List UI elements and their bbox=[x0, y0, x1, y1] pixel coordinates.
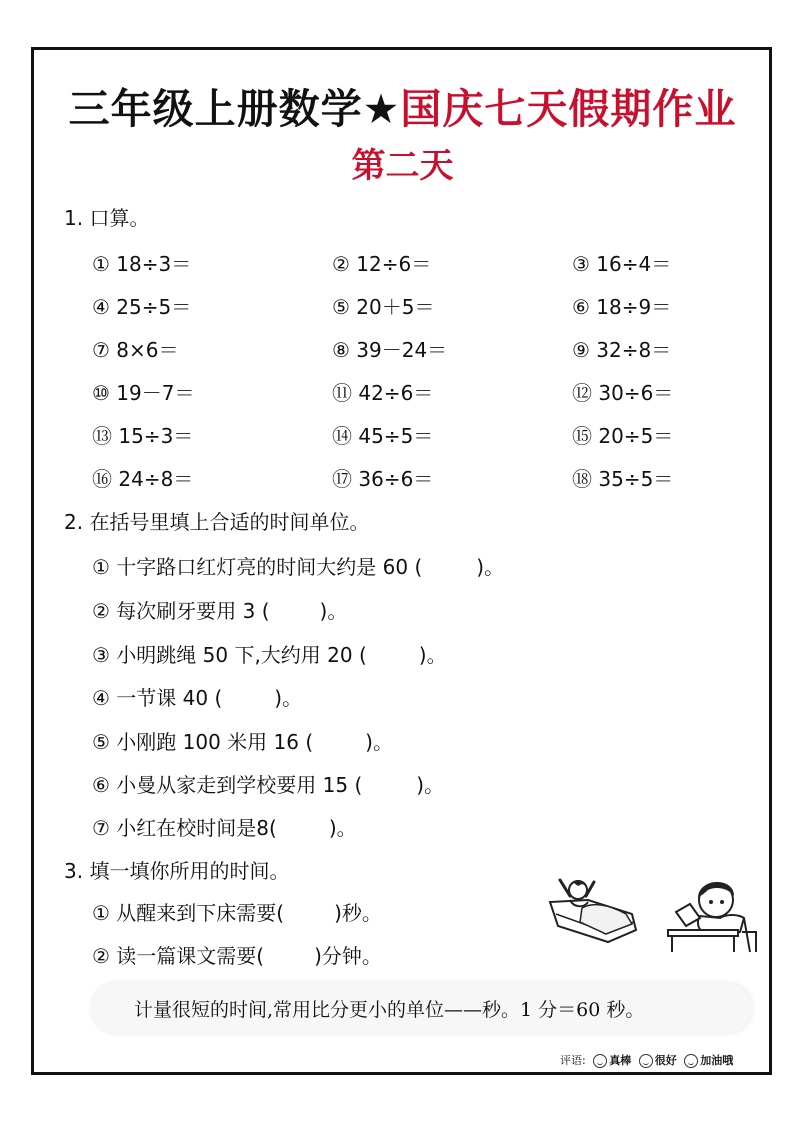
fill-item-text: ② 每次刷牙要用 3 ( bbox=[92, 599, 270, 623]
fill-item-text: )。 bbox=[365, 730, 393, 754]
waking-child-illustration bbox=[548, 874, 640, 944]
rating-option[interactable] bbox=[593, 1054, 631, 1067]
fill-item-text: )。 bbox=[328, 816, 357, 840]
math-problem: ⑤ 20＋5＝ bbox=[332, 295, 435, 319]
rating-option-label: 加油哦 bbox=[700, 1054, 734, 1067]
fill-item-text: ⑤ 小刚跑 100 米用 16 ( bbox=[92, 730, 314, 754]
fill-item-text: ③ 小明跳绳 50 下,大约用 20 ( bbox=[92, 643, 367, 667]
fill-item bbox=[92, 684, 302, 712]
math-problem: ⑱ 35÷5＝ bbox=[572, 467, 674, 491]
math-problem: ③ 16÷4＝ bbox=[572, 252, 672, 276]
math-problem: ① 18÷3＝ bbox=[92, 252, 192, 276]
fill-item-text: ④ 一节课 40 ( bbox=[92, 686, 223, 710]
fill-item-text: ① 十字路口红灯亮的时间大约是 60 ( bbox=[92, 555, 423, 579]
page-title bbox=[0, 76, 805, 135]
math-problem: ⑮ 20÷5＝ bbox=[572, 424, 674, 448]
smiley-face-icon bbox=[593, 1054, 607, 1068]
section3-heading: 3. 填一填你所用的时间。 bbox=[64, 859, 290, 883]
title-grade: 三年级上册数学★ bbox=[68, 85, 401, 133]
math-problem: ⑯ 24÷8＝ bbox=[92, 467, 194, 491]
rating-option[interactable] bbox=[639, 1054, 677, 1067]
fill-item-text: ⑦ 小红在校时间是8( bbox=[92, 816, 277, 840]
fill-item bbox=[92, 553, 504, 581]
smiley-face-icon bbox=[639, 1054, 653, 1068]
title-holiday: 国庆七天假期作业 bbox=[400, 85, 737, 133]
smiley-face-icon bbox=[684, 1054, 698, 1068]
rating-label: 评语: bbox=[560, 1054, 586, 1067]
fill-item-text: )。 bbox=[476, 555, 505, 579]
fill-item bbox=[92, 771, 444, 799]
math-problem: ⑥ 18÷9＝ bbox=[572, 295, 672, 319]
math-problem: ⑦ 8×6＝ bbox=[92, 338, 179, 362]
fill-item-text: )。 bbox=[319, 599, 348, 623]
fill-item bbox=[92, 942, 382, 970]
section1-heading: 1. 口算。 bbox=[64, 206, 150, 230]
fill-item bbox=[92, 814, 357, 842]
math-problem: ⑩ 19－7＝ bbox=[92, 381, 195, 405]
fill-item bbox=[92, 899, 382, 927]
fill-item-text: )分钟。 bbox=[314, 944, 382, 968]
fill-item-text: ② 读一篇课文需要( bbox=[92, 944, 265, 968]
fill-item-text: )。 bbox=[416, 773, 445, 797]
fill-item-text: )。 bbox=[418, 643, 447, 667]
math-problem: ⑬ 15÷3＝ bbox=[92, 424, 194, 448]
fill-item bbox=[92, 597, 347, 625]
fill-item-text: )秒。 bbox=[334, 901, 382, 925]
math-problem: ⑪ 42÷6＝ bbox=[332, 381, 434, 405]
fill-item-text: ① 从醒来到下床需要( bbox=[92, 901, 285, 925]
fill-item-text: )。 bbox=[274, 686, 303, 710]
section2-heading: 2. 在括号里填上合适的时间单位。 bbox=[64, 510, 370, 534]
math-problem: ⑧ 39－24＝ bbox=[332, 338, 448, 362]
reading-child-illustration bbox=[664, 874, 760, 954]
fill-item bbox=[92, 728, 393, 756]
rating-option[interactable] bbox=[684, 1054, 733, 1067]
math-problem: ④ 25÷5＝ bbox=[92, 295, 192, 319]
fill-item-text: ⑥ 小曼从家走到学校要用 15 ( bbox=[92, 773, 363, 797]
math-problem: ⑨ 32÷8＝ bbox=[572, 338, 672, 362]
rating-option-label: 真棒 bbox=[609, 1054, 632, 1067]
math-problem: ② 12÷6＝ bbox=[332, 252, 432, 276]
rating-bar bbox=[560, 1052, 737, 1068]
page-subtitle: 第二天 bbox=[351, 146, 454, 186]
tip-text: 计量很短的时间,常用比分更小的单位——秒。1 分＝60 秒。 bbox=[134, 999, 645, 1021]
fill-item bbox=[92, 641, 447, 669]
math-problem: ⑫ 30÷6＝ bbox=[572, 381, 674, 405]
math-problem: ⑰ 36÷6＝ bbox=[332, 467, 434, 491]
rating-option-label: 很好 bbox=[654, 1054, 677, 1067]
math-problem: ⑭ 45÷5＝ bbox=[332, 424, 434, 448]
